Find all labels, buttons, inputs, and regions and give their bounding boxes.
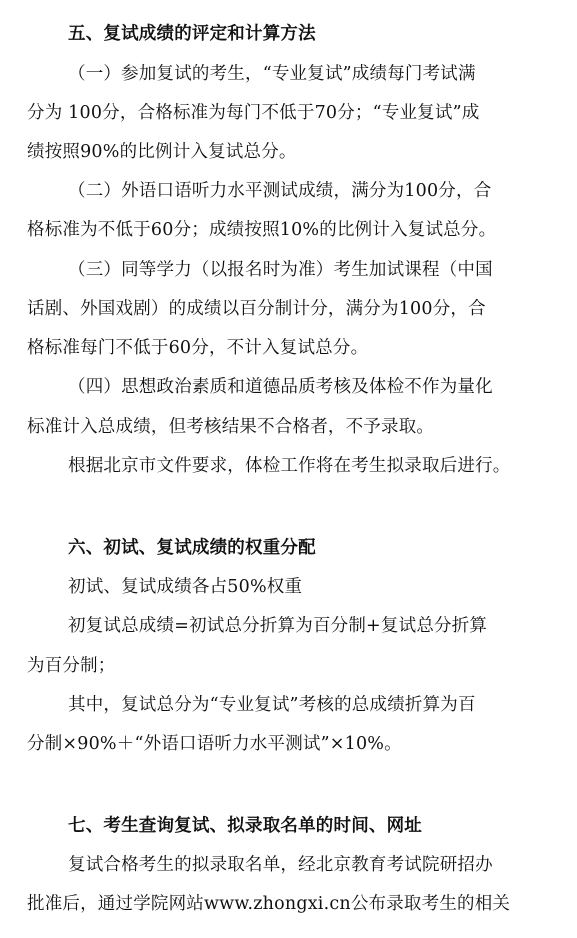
paragraph-line: 批准后，通过学院网站www.zhongxi.cn公布录取考生的相关: [27, 894, 511, 914]
paragraph-line: 复试合格考生的拟录取名单，经北京教育考试院研招办: [68, 855, 493, 875]
paragraph-line: 其中，复试总分为“专业复试”考核的总成绩折算为百: [68, 695, 476, 715]
paragraph-line: 格标准每门不低于60分，不计入复试总分。: [27, 338, 369, 358]
paragraph-line: （四）思想政治素质和道德品质考核及体检不作为量化: [68, 377, 493, 397]
paragraph-line: 标准计入总成绩，但考核结果不合格者，不予录取。: [27, 417, 435, 437]
paragraph-line: 绩按照90%的比例计入复试总分。: [27, 142, 297, 162]
paragraph-line: （二）外语口语听力水平测试成绩，满分为100分，合: [68, 181, 492, 201]
section-heading-7: 七、考生查询复试、拟录取名单的时间、网址: [68, 816, 422, 836]
paragraph-line: 分为 100分，合格标准为每门不低于70分；“专业复试”成: [27, 103, 480, 123]
paragraph-line: 话剧、外国戏剧）的成绩以百分制计分，满分为100分，合: [27, 299, 486, 319]
paragraph-line: 初试、复试成绩各占50%权重: [68, 577, 303, 597]
paragraph-line: 分制×90%＋“外语口语听力水平测试”×10%。: [27, 734, 402, 754]
paragraph-line: 格标准为不低于60分；成绩按照10%的比例计入复试总分。: [27, 220, 497, 240]
paragraph-line: 根据北京市文件要求，体检工作将在考生拟录取后进行。: [68, 456, 511, 476]
paragraph-line: 为百分制；: [27, 656, 116, 676]
section-heading-6: 六、初试、复试成绩的权重分配: [68, 538, 316, 558]
section-heading-5: 五、复试成绩的评定和计算方法: [68, 24, 316, 44]
paragraph-line: 初复试总成绩=初试总分折算为百分制+复试总分折算: [68, 616, 488, 636]
paragraph-line: （三）同等学力（以报名时为准）考生加试课程（中国: [68, 260, 493, 280]
paragraph-line: （一）参加复试的考生，“专业复试”成绩每门考试满: [68, 64, 476, 84]
